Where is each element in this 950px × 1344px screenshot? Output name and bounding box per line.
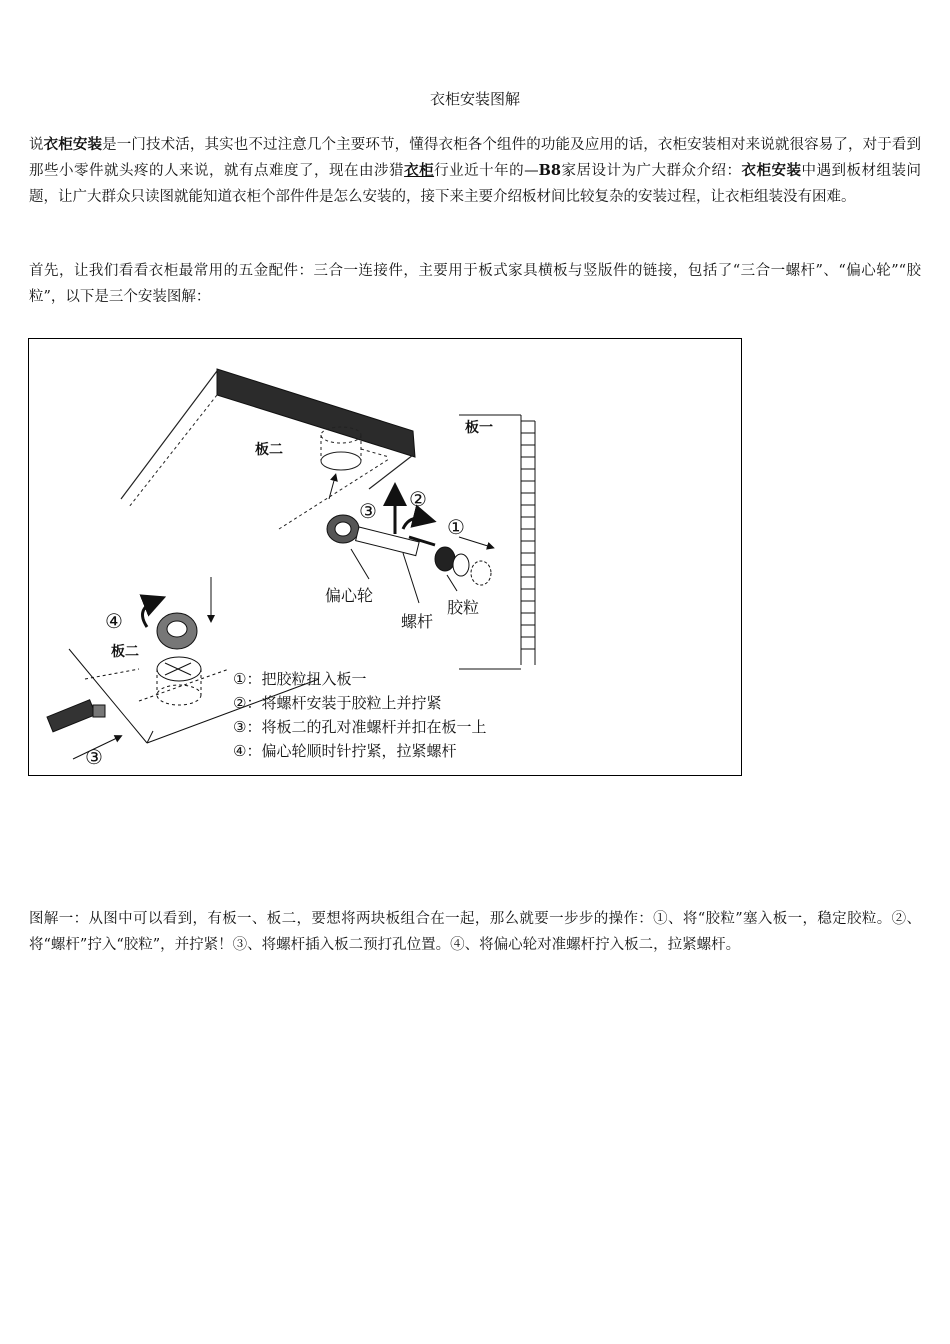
step-3-bottom-marker: ③	[85, 745, 103, 769]
brand-name: B8	[538, 162, 561, 179]
step-2-marker: ②	[409, 487, 427, 511]
intro-text-3: 行业近十年的—	[434, 163, 539, 179]
label-cam: 偏心轮	[325, 586, 374, 605]
hardware-paragraph: 首先，让我们看看衣柜最常用的五金配件：三合一连接件，主要用于板式家具横板与竖版件的链接，包括了“三合一螺杆”、“偏心轮”“胶粒”，以下是三个安装图解：	[29, 263, 921, 305]
intro-paragraph	[29, 132, 921, 210]
side-board	[459, 415, 535, 669]
intro-bold-1: 衣柜安装	[43, 136, 103, 153]
step-3-marker: ③	[359, 499, 377, 523]
step-item: ①：把胶粒扭入板一	[233, 670, 367, 688]
label-board-two-top: 板二	[255, 442, 283, 458]
intro-text-1: 说	[29, 137, 44, 153]
intro-bold-2: 衣柜安装	[741, 162, 802, 179]
step-item: ②：将螺杆安装于胶粒上并拧紧	[233, 694, 442, 712]
intro-text-5: 中遇到板材组装问题，让广大群众只读图就能知道衣柜个部件件是怎么安装的，接下来主要介绍板材间比较复杂的安装过程，让衣柜组装没有困难。	[29, 163, 922, 205]
label-dowel: 胶粒	[447, 598, 480, 617]
intro-text-2: 是一门技术活，其实也不过注意几个主要环节，懂得衣柜各个组件的功能及应用的话，衣柜安装相对来说就很容易了，对于看到那些小零件就头疼的人来说，就有点难度了，现在由涉猎	[29, 137, 921, 179]
step-item: ③：将板二的孔对准螺杆并扣在板一上	[233, 718, 487, 736]
page-title: 衣柜安装图解	[429, 90, 520, 108]
label-board-two-bottom: 板二	[111, 644, 139, 660]
steps-list	[233, 667, 486, 763]
wardrobe-link[interactable]: 衣柜	[404, 162, 435, 179]
explanation-paragraph: 图解一：从图中可以看到，有板一、板二，要想将两块板组合在一起，那么就要一步步的操作：①、将“胶粒”塞入板一，稳定胶粒。②、将“螺杆”拧入“胶粒”，并拧紧！③、将螺杆插入板二预打孔位置。④、将偏心轮对准螺杆拧入板二，拉紧螺杆。	[29, 911, 921, 953]
installation-diagram	[28, 338, 742, 776]
intro-text-4: 家居设计为广大群众介绍：	[560, 163, 742, 179]
step-item: ④：偏心轮顺时针拧紧，拉紧螺杆	[233, 742, 457, 760]
step-4-marker: ④	[105, 609, 123, 633]
label-board-one: 板一	[465, 420, 493, 436]
label-bolt: 螺杆	[401, 612, 434, 631]
step-1-marker: ①	[447, 515, 465, 539]
